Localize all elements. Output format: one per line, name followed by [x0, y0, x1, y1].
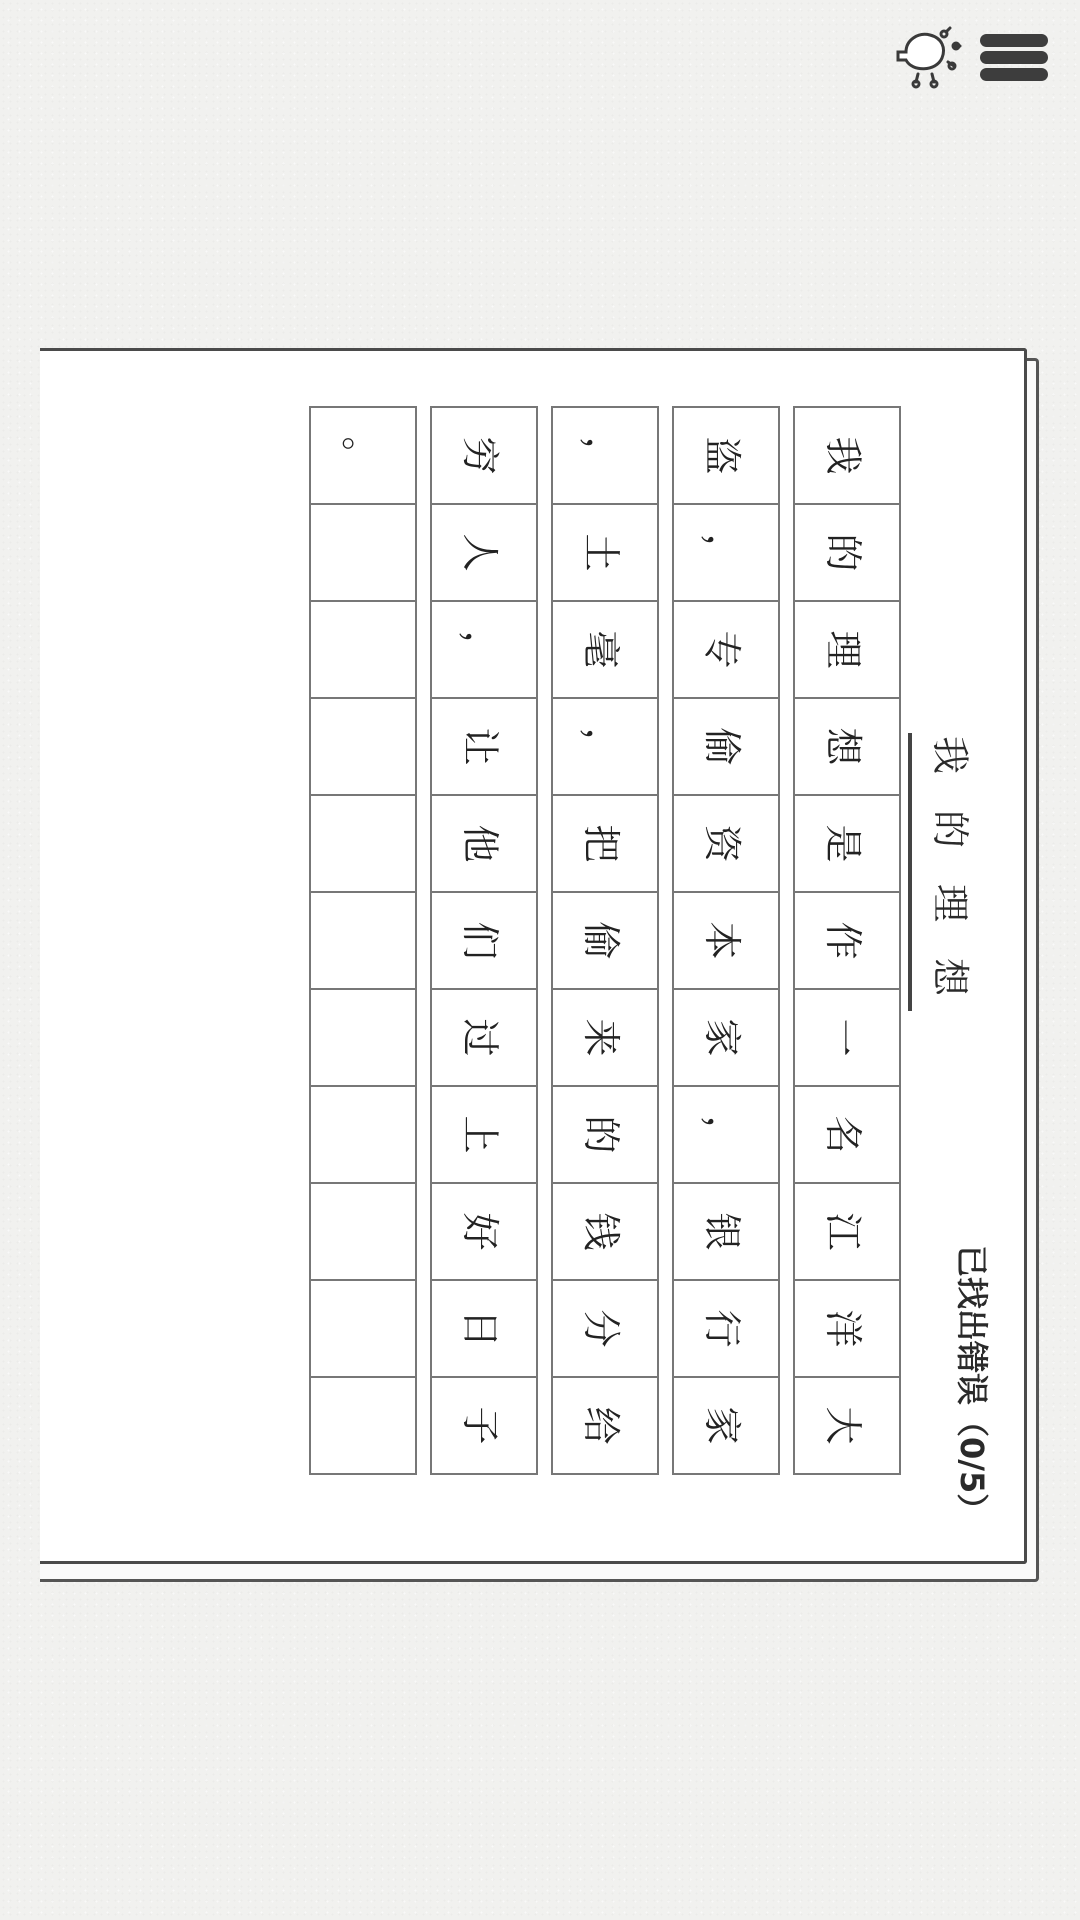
essay-title: [924, 736, 984, 996]
grid-cell[interactable]: [309, 697, 417, 796]
grid-cell[interactable]: 行: [672, 1279, 780, 1378]
hint-button[interactable]: [884, 26, 966, 90]
grid-cell[interactable]: 家: [672, 1376, 780, 1475]
grid-cell[interactable]: 钱: [551, 1182, 659, 1281]
grid-cell[interactable]: ，: [551, 406, 659, 505]
grid-cell[interactable]: 银: [672, 1182, 780, 1281]
title-underline: [908, 733, 912, 1011]
grid-cell[interactable]: 他: [430, 794, 538, 893]
grid-row: [309, 406, 417, 1473]
grid-cell[interactable]: [309, 503, 417, 602]
grid-row: [672, 406, 780, 1473]
grid-cell[interactable]: 盗: [672, 406, 780, 505]
grid-cell[interactable]: [309, 1085, 417, 1184]
grid-cell[interactable]: 子: [430, 1376, 538, 1475]
grid-cell[interactable]: 专: [672, 600, 780, 699]
title-char: 的: [928, 809, 973, 848]
errors-found-counter: 已找出错误（0/5）: [953, 1245, 991, 1526]
grid-cell[interactable]: 资: [672, 794, 780, 893]
grid-cell[interactable]: 给: [551, 1376, 659, 1475]
grid-cell[interactable]: 过: [430, 988, 538, 1087]
grid-cell[interactable]: 一: [793, 988, 901, 1087]
grid-cell[interactable]: 来: [551, 988, 659, 1087]
essay-content: [38, 347, 1022, 1559]
title-char: 想: [928, 957, 973, 996]
grid-cell[interactable]: ，: [672, 503, 780, 602]
grid-cell[interactable]: 我: [793, 406, 901, 505]
grid-row: [430, 406, 538, 1473]
grid-cell[interactable]: 毫: [551, 600, 659, 699]
grid-cell[interactable]: 偷: [551, 891, 659, 990]
grid-cell[interactable]: ，: [672, 1085, 780, 1184]
title-char: 我: [928, 736, 973, 775]
grid-cell[interactable]: [309, 891, 417, 990]
grid-cell[interactable]: [309, 1279, 417, 1378]
grid-cell[interactable]: 名: [793, 1085, 901, 1184]
grid-row: [793, 406, 901, 1473]
grid-cell[interactable]: 分: [551, 1279, 659, 1378]
grid-cell[interactable]: 。: [309, 406, 417, 505]
grid-cell[interactable]: 偷: [672, 697, 780, 796]
grid-cell[interactable]: 是: [793, 794, 901, 893]
grid-cell[interactable]: 日: [430, 1279, 538, 1378]
grid-cell[interactable]: 家: [672, 988, 780, 1087]
grid-cell[interactable]: 把: [551, 794, 659, 893]
grid-cell[interactable]: 江: [793, 1182, 901, 1281]
title-char: 理: [928, 883, 973, 922]
grid-cell[interactable]: [309, 988, 417, 1087]
grid-cell[interactable]: 的: [793, 503, 901, 602]
grid-cell[interactable]: 理: [793, 600, 901, 699]
grid-cell[interactable]: [309, 600, 417, 699]
grid-cell[interactable]: 土: [551, 503, 659, 602]
menu-button[interactable]: [980, 32, 1048, 82]
grid-cell[interactable]: 们: [430, 891, 538, 990]
grid-cell[interactable]: 大: [793, 1376, 901, 1475]
grid-cell[interactable]: [309, 1376, 417, 1475]
menu-icon: [980, 32, 1048, 82]
grid-cell[interactable]: 作: [793, 891, 901, 990]
grid-cell[interactable]: 穷: [430, 406, 538, 505]
grid-cell[interactable]: 好: [430, 1182, 538, 1281]
grid-cell[interactable]: ，: [551, 697, 659, 796]
grid-cell[interactable]: 本: [672, 891, 780, 990]
grid-cell[interactable]: [309, 794, 417, 893]
grid-cell[interactable]: ，: [430, 600, 538, 699]
grid-cell[interactable]: 人: [430, 503, 538, 602]
grid-cell[interactable]: 让: [430, 697, 538, 796]
lightbulb-icon: [884, 26, 966, 90]
grid-row: [551, 406, 659, 1473]
grid-cell[interactable]: 洋: [793, 1279, 901, 1378]
grid-cell[interactable]: [309, 1182, 417, 1281]
grid-cell[interactable]: 想: [793, 697, 901, 796]
grid-cell[interactable]: 上: [430, 1085, 538, 1184]
grid-cell[interactable]: 的: [551, 1085, 659, 1184]
